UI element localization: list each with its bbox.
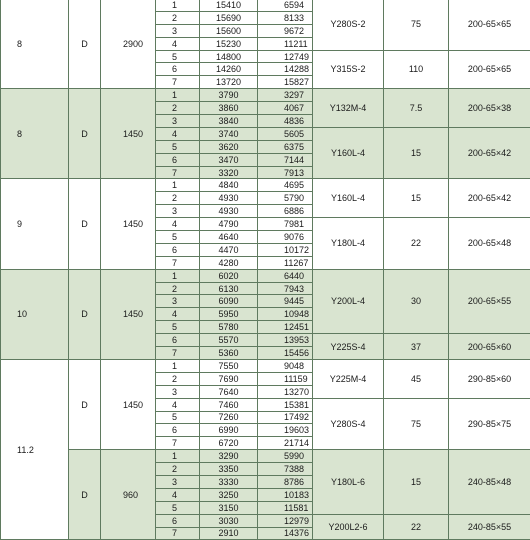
motor-power-cell: 110 (384, 50, 449, 89)
drive-type-cell: D (69, 359, 101, 449)
position-cell: 4 (156, 218, 200, 231)
motor-power-cell: 15 (384, 179, 449, 218)
position-cell: 5 (156, 501, 200, 514)
position-cell: 6 (156, 334, 200, 347)
flow-cell: 15230 (200, 37, 258, 50)
position-cell: 1 (156, 359, 200, 372)
flow-cell: 6130 (200, 282, 258, 295)
pressure-cell: 7913 (258, 166, 313, 179)
position-cell: 5 (156, 321, 200, 334)
flow-cell: 14260 (200, 63, 258, 76)
pressure-cell: 4067 (258, 102, 313, 115)
pipe-spec-cell: 200-65×65 (449, 50, 530, 89)
position-cell: 1 (156, 269, 200, 282)
position-cell: 5 (156, 140, 200, 153)
motor-power-cell: 75 (384, 0, 449, 50)
pipe-spec-cell: 200-65×42 (449, 179, 530, 218)
position-cell: 5 (156, 411, 200, 424)
flow-cell: 2910 (200, 527, 258, 540)
pressure-cell: 12749 (258, 50, 313, 63)
table-row (1, 269, 530, 282)
flow-cell: 3470 (200, 153, 258, 166)
pressure-cell: 15381 (258, 398, 313, 411)
position-cell: 4 (156, 488, 200, 501)
flow-cell: 4840 (200, 179, 258, 192)
speed-cell: 1450 (101, 269, 156, 359)
pressure-cell: 11159 (258, 372, 313, 385)
motor-power-cell: 15 (384, 127, 449, 179)
pressure-cell: 6440 (258, 269, 313, 282)
flow-cell: 5360 (200, 347, 258, 360)
motor-model-cell: Y225S-4 (313, 334, 384, 360)
flow-cell: 7460 (200, 398, 258, 411)
position-cell: 2 (156, 282, 200, 295)
flow-cell: 6990 (200, 424, 258, 437)
flow-cell: 7550 (200, 359, 258, 372)
pressure-cell: 5605 (258, 127, 313, 140)
flow-cell: 3320 (200, 166, 258, 179)
pressure-cell: 7144 (258, 153, 313, 166)
pressure-cell: 9076 (258, 231, 313, 244)
motor-model-cell: Y200L2-6 (313, 514, 384, 540)
pressure-cell: 6886 (258, 205, 313, 218)
motor-power-cell: 37 (384, 334, 449, 360)
pressure-cell: 10183 (258, 488, 313, 501)
pipe-spec-cell: 200-65×42 (449, 127, 530, 179)
position-cell: 7 (156, 437, 200, 450)
motor-model-cell: Y315S-2 (313, 50, 384, 89)
flow-cell: 5780 (200, 321, 258, 334)
position-cell: 7 (156, 76, 200, 89)
position-cell: 1 (156, 450, 200, 463)
pressure-cell: 11211 (258, 37, 313, 50)
table-row (1, 359, 530, 372)
pressure-cell: 6594 (258, 0, 313, 11)
drive-type-cell: D (69, 179, 101, 269)
motor-model-cell: Y160L-4 (313, 127, 384, 179)
fan-spec-table-body (1, 0, 530, 540)
drive-type-cell: D (69, 269, 101, 359)
position-cell: 5 (156, 50, 200, 63)
pressure-cell: 14288 (258, 63, 313, 76)
flow-cell: 3740 (200, 127, 258, 140)
position-cell: 3 (156, 295, 200, 308)
flow-cell: 7640 (200, 385, 258, 398)
flow-cell: 13720 (200, 76, 258, 89)
pipe-spec-cell: 240-85×48 (449, 450, 530, 514)
pressure-cell: 7388 (258, 463, 313, 476)
flow-cell: 4280 (200, 256, 258, 269)
motor-model-cell: Y225M-4 (313, 359, 384, 398)
motor-power-cell: 75 (384, 398, 449, 450)
flow-cell: 3860 (200, 102, 258, 115)
position-cell: 1 (156, 89, 200, 102)
pressure-cell: 3297 (258, 89, 313, 102)
position-cell: 7 (156, 347, 200, 360)
speed-cell: 2900 (101, 0, 156, 89)
pressure-cell: 10172 (258, 243, 313, 256)
motor-power-cell: 7.5 (384, 89, 449, 128)
pressure-cell: 17492 (258, 411, 313, 424)
speed-cell: 1450 (101, 179, 156, 269)
position-cell: 7 (156, 527, 200, 540)
position-cell: 4 (156, 127, 200, 140)
flow-cell: 3330 (200, 475, 258, 488)
pipe-spec-cell: 200-65×55 (449, 269, 530, 333)
flow-cell: 3790 (200, 89, 258, 102)
pressure-cell: 7981 (258, 218, 313, 231)
pressure-cell: 6375 (258, 140, 313, 153)
pressure-cell: 5990 (258, 450, 313, 463)
pressure-cell: 12451 (258, 321, 313, 334)
motor-model-cell: Y132M-4 (313, 89, 384, 128)
motor-model-cell: Y180L-6 (313, 450, 384, 514)
motor-model-cell: Y280S-4 (313, 398, 384, 450)
pipe-spec-cell: 200-65×48 (449, 218, 530, 270)
position-cell: 6 (156, 243, 200, 256)
speed-cell: 1450 (101, 89, 156, 179)
motor-power-cell: 15 (384, 450, 449, 514)
flow-cell: 3350 (200, 463, 258, 476)
motor-power-cell: 22 (384, 218, 449, 270)
pressure-cell: 9672 (258, 24, 313, 37)
pressure-cell: 8133 (258, 11, 313, 24)
speed-cell: 1450 (101, 359, 156, 449)
flow-cell: 3620 (200, 140, 258, 153)
pressure-cell: 8786 (258, 475, 313, 488)
flow-cell: 3030 (200, 514, 258, 527)
flow-cell: 7690 (200, 372, 258, 385)
pipe-spec-cell: 200-65×60 (449, 334, 530, 360)
spec-number-cell: 10 (1, 269, 69, 359)
position-cell: 2 (156, 11, 200, 24)
position-cell: 3 (156, 115, 200, 128)
pressure-cell: 15456 (258, 347, 313, 360)
position-cell: 4 (156, 308, 200, 321)
drive-type-cell: D (69, 0, 101, 89)
motor-model-cell: Y200L-4 (313, 269, 384, 333)
pressure-cell: 10948 (258, 308, 313, 321)
flow-cell: 4640 (200, 231, 258, 244)
pressure-cell: 11581 (258, 501, 313, 514)
position-cell: 7 (156, 256, 200, 269)
pressure-cell: 14376 (258, 527, 313, 540)
speed-cell: 960 (101, 450, 156, 540)
pressure-cell: 4695 (258, 179, 313, 192)
flow-cell: 7260 (200, 411, 258, 424)
table-row (1, 450, 530, 463)
position-cell: 4 (156, 37, 200, 50)
flow-cell: 5950 (200, 308, 258, 321)
pressure-cell: 9048 (258, 359, 313, 372)
pressure-cell: 11267 (258, 256, 313, 269)
position-cell: 3 (156, 205, 200, 218)
position-cell: 6 (156, 514, 200, 527)
motor-power-cell: 30 (384, 269, 449, 333)
flow-cell: 5570 (200, 334, 258, 347)
flow-cell: 15410 (200, 0, 258, 11)
position-cell: 6 (156, 153, 200, 166)
pressure-cell: 4836 (258, 115, 313, 128)
flow-cell: 4930 (200, 192, 258, 205)
drive-type-cell: D (69, 89, 101, 179)
position-cell: 4 (156, 398, 200, 411)
drive-type-cell: D (69, 450, 101, 540)
pipe-spec-cell: 290-85×75 (449, 398, 530, 450)
flow-cell: 3150 (200, 501, 258, 514)
spec-number-cell: 9 (1, 179, 69, 269)
pressure-cell: 15827 (258, 76, 313, 89)
table-row (1, 89, 530, 102)
table-row (1, 0, 530, 11)
pipe-spec-cell: 200-65×65 (449, 0, 530, 50)
motor-power-cell: 22 (384, 514, 449, 540)
spec-number-cell: 11.2 (1, 359, 69, 539)
flow-cell: 4470 (200, 243, 258, 256)
position-cell: 1 (156, 0, 200, 11)
position-cell: 5 (156, 231, 200, 244)
flow-cell: 14800 (200, 50, 258, 63)
pressure-cell: 13953 (258, 334, 313, 347)
position-cell: 6 (156, 424, 200, 437)
spec-number-cell: 8 (1, 89, 69, 179)
position-cell: 3 (156, 475, 200, 488)
motor-model-cell: Y160L-4 (313, 179, 384, 218)
motor-model-cell: Y180L-4 (313, 218, 384, 270)
flow-cell: 6020 (200, 269, 258, 282)
position-cell: 7 (156, 166, 200, 179)
pressure-cell: 12979 (258, 514, 313, 527)
flow-cell: 3250 (200, 488, 258, 501)
position-cell: 2 (156, 102, 200, 115)
flow-cell: 4930 (200, 205, 258, 218)
pipe-spec-cell: 290-85×60 (449, 359, 530, 398)
pressure-cell: 9445 (258, 295, 313, 308)
flow-cell: 15690 (200, 11, 258, 24)
motor-power-cell: 45 (384, 359, 449, 398)
motor-model-cell: Y280S-2 (313, 0, 384, 50)
position-cell: 3 (156, 385, 200, 398)
spec-number-cell: 8 (1, 0, 69, 89)
position-cell: 2 (156, 463, 200, 476)
position-cell: 3 (156, 24, 200, 37)
flow-cell: 6720 (200, 437, 258, 450)
position-cell: 1 (156, 179, 200, 192)
table-row (1, 179, 530, 192)
position-cell: 2 (156, 192, 200, 205)
pipe-spec-cell: 240-85×55 (449, 514, 530, 540)
pressure-cell: 5790 (258, 192, 313, 205)
pressure-cell: 7943 (258, 282, 313, 295)
flow-cell: 4790 (200, 218, 258, 231)
flow-cell: 3290 (200, 450, 258, 463)
flow-cell: 3840 (200, 115, 258, 128)
flow-cell: 15600 (200, 24, 258, 37)
position-cell: 6 (156, 63, 200, 76)
pressure-cell: 13270 (258, 385, 313, 398)
pressure-cell: 19603 (258, 424, 313, 437)
position-cell: 2 (156, 372, 200, 385)
pipe-spec-cell: 200-65×38 (449, 89, 530, 128)
flow-cell: 6090 (200, 295, 258, 308)
pressure-cell: 21714 (258, 437, 313, 450)
